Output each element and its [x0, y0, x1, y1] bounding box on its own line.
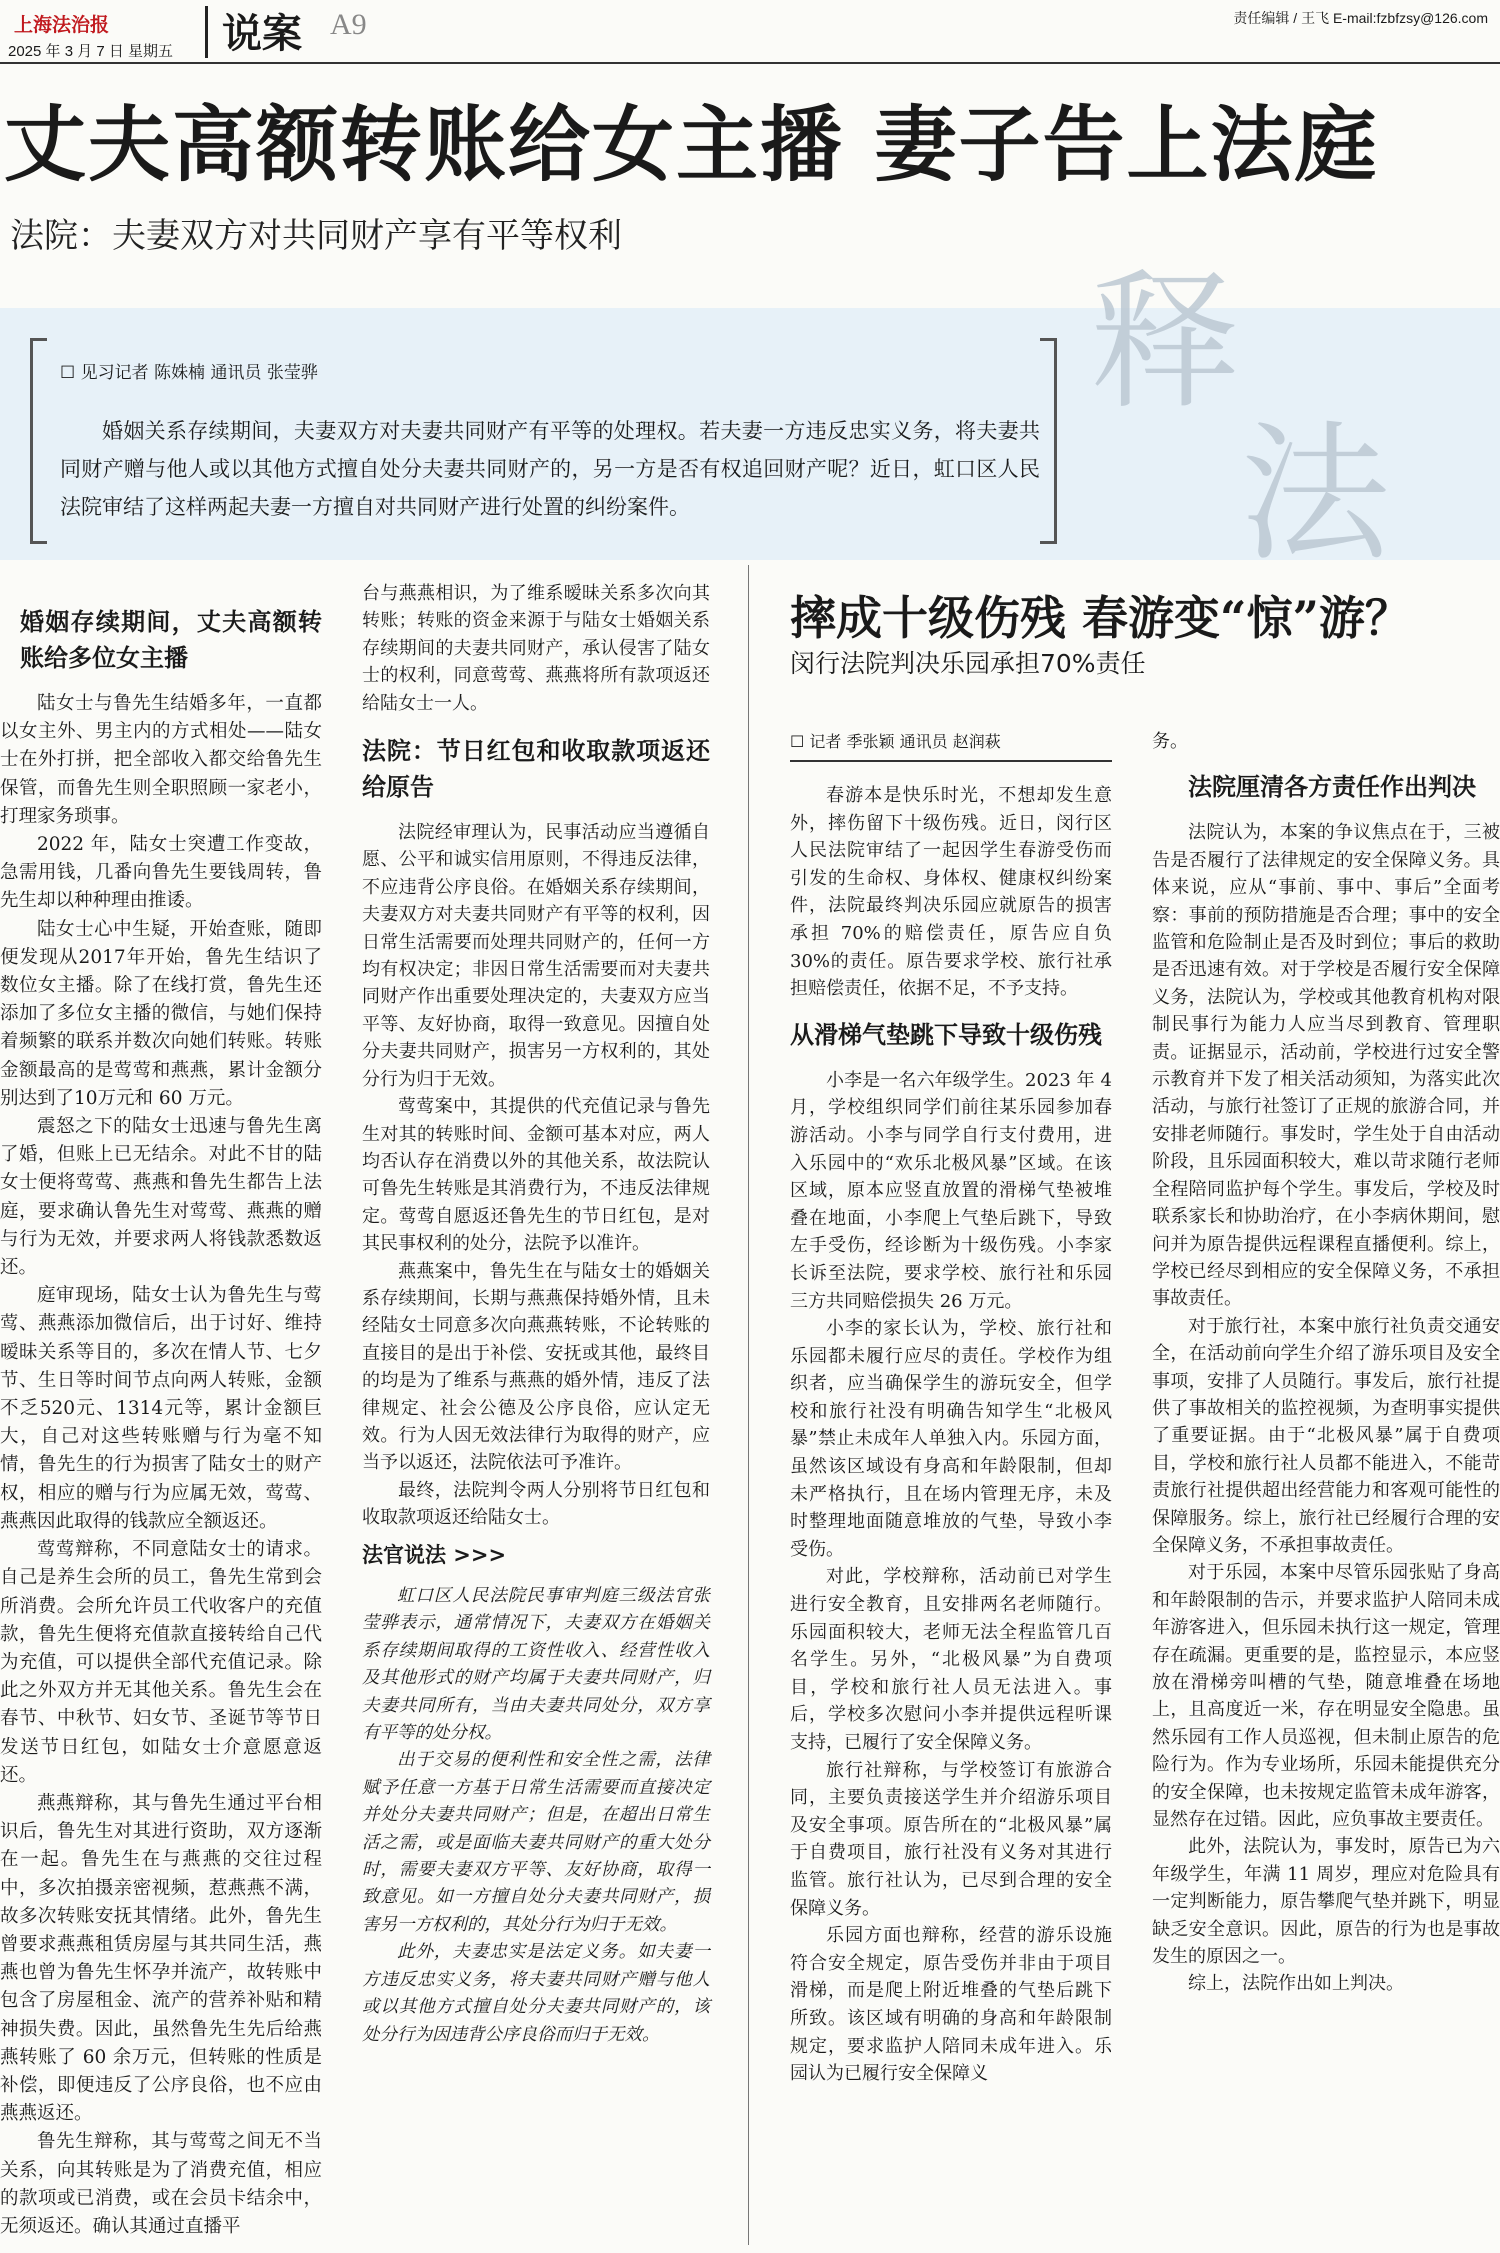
article-separator — [748, 565, 749, 2245]
paragraph: 燕燕案中，鲁先生在与陆女士的婚姻关系存续期间，长期与燕燕保持婚外情，且未经陆女士同意多次向燕燕转账，不论转账的直接目的是出于补偿、安抚或其他，最终目的均是为了维系与燕燕的婚外情，违反了法律规定、社会公德及公序良俗，应认定无效。行为人因无效法律行为取得的财产，应当予以返还，法院依法可予准许。 — [362, 1260, 710, 1474]
article2-heading-2: 法院厘清各方责任作出判决 — [1188, 773, 1476, 802]
column-2 — [362, 580, 710, 2049]
paragraph: 小李的家长认为，学校、旅行社和乐园都未履行应尽的责任。学校作为组织者，应当确保学生的游玩安全，但学校和旅行社没有明确告知学生“北极风暴”禁止未成年人单独入内。乐园方面，虽然该区域设有身高和年龄限制，但却未严格执行，且在场内管理无序，未及时整理地面随意堆放的气垫，导致小李受伤。 — [790, 1318, 1112, 1560]
paragraph: 旅行社辩称，与学校签订有旅游合同，主要负责接送学生并介绍游乐项目及安全事项。原告所在的“北极风暴”属于自费项目，旅行社没有义务对其进行监管。旅行社认为，已尽到合理的安全保障义务。 — [790, 1759, 1112, 1919]
paragraph: 对此，学校辩称，活动前已对学生进行安全教育，且安排两名老师随行。乐园面积较大，老师无法全程监管几百名学生。另外，“北极风暴”为自费项目，学校和旅行社人员无法进入。事后，学校多次慰问小李并提供远程听课支持，已履行了安全保障义务。 — [790, 1566, 1112, 1753]
article1-heading-1: 婚姻存续期间，丈夫高额转账给多位女主播 — [20, 608, 322, 672]
paragraph: 鲁先生辩称，其与莺莺之间无不当关系，向其转账是为了消费充值，相应的款项或已消费，或在会员卡结余中，无须返还。确认其通过直播平 — [0, 2131, 322, 2237]
paragraph: 对于旅行社，本案中旅行社负责交通安全，在活动前向学生介绍了游乐项目及安全事项，安排了人员随行。事发后，旅行社提供了事故相关的监控视频，为查明事实提供了重要证据。由于“北极风暴”属于自费项目，学校和旅行社人员都不能进入，不能苛责旅行社提供超出经营能力和客观可能性的保障服务。综上，旅行社已经履行合理的安全保障义务，不承担事故责任。 — [1152, 1315, 1500, 1556]
judge-says-label: 法官说法 >>> — [362, 1542, 507, 1567]
paragraph: 乐园方面也辩称，经营的游乐设施符合安全规定，原告受伤并非由于项目滑梯，而是爬上附近堆叠的气垫后跳下所致。该区域有明确的身高和年龄限制规定，要求监护人陪同未成年进入。乐园认为已履行安全保障义 — [790, 1925, 1112, 2085]
article2-headline: 摔成十级伤残 春游变“惊”游？ — [790, 591, 1411, 645]
article1-subheadline: 法院：夫妻双方对共同财产享有平等权利 — [10, 216, 622, 256]
paragraph: 此外，法院认为，事发时，原告已为六年级学生，年满 11 周岁，理应对危险具有一定判断能力，原告攀爬气垫并跳下，明显缺乏安全意识。因此，原告的行为也是事故发生的原因之一。 — [1152, 1836, 1500, 1968]
article1-headline: 丈夫高额转账给女主播 妻子告上法庭 — [4, 97, 1379, 193]
editor-credit: 责任编辑 / 王飞 E-mail:fzbfzsy@126.com — [1233, 10, 1488, 26]
column-3 — [790, 730, 1112, 2088]
page-number: A9 — [330, 8, 367, 41]
paragraph: 台与燕燕相识，为了维系暧昧关系多次向其转账；转账的资金来源于与陆女士婚姻关系存续期间的夫妻共同财产，承认侵害了陆女士的权利，同意莺莺、燕燕将所有款项返还给陆女士一人。 — [362, 583, 710, 714]
article1-intro: 婚姻关系存续期间，夫妻双方对夫妻共同财产有平等的处理权。若夫妻一方违反忠实义务，将夫妻共同财产赠与他人或以其他方式擅自处分夫妻共同财产的，另一方是否有权追回财产呢？近日，虹口区人民法院审结了这样两起夫妻一方擅自对共同财产进行处置的纠纷案件。 — [60, 419, 1040, 519]
intro-bracket-right — [1040, 338, 1057, 544]
judge-paragraph: 此外，夫妻忠实是法定义务。如夫妻一方违反忠实义务，将夫妻共同财产赠与他人或以其他方式擅自处分夫妻共同财产的，该处分行为因违背公序良俗而归于无效。 — [362, 1942, 710, 2045]
paragraph: 春游本是快乐时光，不想却发生意外，摔伤留下十级伤残。近日，闵行区人民法院审结了一起因学生春游受伤而引发的生命权、身体权、健康权纠纷案件，法院最终判决乐园应就原告的损害承担 70%的赔偿责任，原告应自负 30%的责任。原告要求学校、旅行社承担赔偿责任，依据不足，不予支持。 — [790, 785, 1112, 1000]
paragraph: 燕燕辩称，其与鲁先生通过平台相识后，鲁先生对其进行资助，双方逐渐在一起。鲁先生在与燕燕的交往过程中，多次拍摄亲密视频，惹燕燕不满，故多次转账安抚其情绪。此外，鲁先生曾要求燕燕租赁房屋与其共同生活，燕燕也曾为鲁先生怀孕并流产，故转账中包含了房屋租金、流产的营养补贴和精神损失费。因此，虽然鲁先生先后给燕燕转账了 60 余万元，但转账的性质是补偿，即便违反了公序良俗，也不应由燕燕返还。 — [0, 1792, 322, 2125]
paragraph: 最终，法院判令两人分别将节日红包和收取款项返还给陆女士。 — [362, 1479, 710, 1529]
paragraph: 陆女士与鲁先生结婚多年，一直都以女主外、男主内的方式相处——陆女士在外打拼，把全部收入都交给鲁先生保管，而鲁先生则全职照顾一家老小，打理家务琐事。 — [0, 693, 322, 827]
paragraph: 陆女士心中生疑，开始查账，随即便发现从2017年开始，鲁先生结识了数位女主播。除了在线打赏，鲁先生还添加了多位女主播的微信，与她们保持着频繁的联系并数次向她们转账。转账金额最高的是莺莺和燕燕，累计金额分别达到了10万元和 60 万元。 — [0, 918, 322, 1109]
article2-byline: ☐ 记者 季张颖 通讯员 赵润萩 — [790, 732, 1001, 751]
paragraph: 莺莺辩称，不同意陆女士的请求。自己是养生会所的员工，鲁先生常到会所消费。会所允许员工代收客户的充值款，鲁先生便将充值款直接转给自己代为充值，可以提供全部代充值记录。除此之外双方并无其他关系。鲁先生会在春节、中秋节、妇女节、圣诞节等节日发送节日红包，如陆女士介意愿意返还。 — [0, 1539, 322, 1786]
article2-subheadline: 闵行法院判决乐园承担70%责任 — [790, 649, 1146, 678]
paragraph: 震怒之下的陆女士迅速与鲁先生离了婚，但账上已无结余。对此不甘的陆女士便将莺莺、燕燕和鲁先生都告上法庭，要求确认鲁先生对莺莺、燕燕的赠与行为无效，并要求两人将钱款悉数返还。 — [0, 1116, 322, 1279]
newspaper-brand: 上海法治报 — [14, 14, 110, 36]
paragraph: 庭审现场，陆女士认为鲁先生与莺莺、燕燕添加微信后，出于讨好、维持暧昧关系等目的，多次在情人节、七夕节、生日等时间节点向两人转账，金额不乏520元、1314元等，累计金额巨大，自己对这些转账赠与行为毫不知情，鲁先生的行为损害了陆女士的财产权，相应的赠与行为应属无效，莺莺、燕燕因此取得的钱款应全额返还。 — [0, 1285, 322, 1532]
section-title: 说案 — [222, 11, 302, 57]
article1-heading-2: 法院：节日红包和收取款项返还给原告 — [362, 737, 710, 802]
article1-byline: ☐ 见习记者 陈姝楠 通讯员 张莹骅 — [60, 363, 318, 383]
paragraph: 小李是一名六年级学生。2023 年 4 月，学校组织同学们前往某乐园参加春游活动。小李与同学自行支付费用，进入乐园中的“欢乐北极风暴”区域。在该区域，原本应竖直放置的滑梯气垫被堆叠在地面，小李爬上气垫后跳下，导致左手受伤，经诊断为十级伤残。小李家长诉至法院，要求学校、旅行社和乐园三方共同赔偿损失 26 万元。 — [790, 1069, 1112, 1312]
judge-paragraph: 虹口区人民法院民事审判庭三级法官张莹骅表示，通常情况下，夫妻双方在婚姻关系存续期间取得的工资性收入、经营性收入及其他形式的财产均属于夫妻共同财产，归夫妻共同所有，当由夫妻共同处分，双方享有平等的处分权。 — [362, 1586, 710, 1744]
article2-heading-1: 从滑梯气垫跳下导致十级伤残 — [790, 1020, 1102, 1049]
paragraph: 务。 — [1152, 731, 1188, 752]
column-4 — [1152, 728, 1500, 1998]
judge-paragraph: 出于交易的便利性和安全性之需，法律赋予任意一方基于日常生活需要而直接决定并处分夫妻共同财产；但是，在超出日常生活之需，或是面临夫妻共同财产的重大处分时，需要夫妻双方平等、友好协商，取得一致意见。如一方擅自处分夫妻共同财产，损害另一方权利的，其处分行为归于无效。 — [362, 1750, 710, 1935]
intro-bracket-left — [30, 338, 47, 544]
issue-date: 2025 年 3 月 7 日 星期五 — [8, 43, 174, 60]
masthead-divider — [205, 6, 208, 58]
paragraph: 2022 年，陆女士突遭工作变故，急需用钱，几番向鲁先生要钱周转，鲁先生却以种种理由推诿。 — [0, 834, 322, 912]
paragraph: 法院经审理认为，民事活动应当遵循自愿、公平和诚实信用原则，不得违反法律，不应违背公序良俗。在婚姻关系存续期间，夫妻双方对夫妻共同财产有平等的权利，因日常生活需要而处理共同财产的，任何一方均有权决定；非因日常生活需要而对夫妻共同财产作出重要处理决定的，夫妻双方应当平等、友好协商，取得一致意见。因擅自处分夫妻共同财产，损害另一方权利的，其处分行为归于无效。 — [362, 822, 710, 1090]
seal-char-1: 释 — [1090, 256, 1241, 430]
seal-char-2: 法 — [1240, 408, 1391, 582]
paragraph: 法院认为，本案的争议焦点在于，三被告是否履行了法律规定的安全保障义务。具体来说，应从“事前、事中、事后”全面考察：事前的预防措施是否合理；事中的安全监管和危险制止是否及时到位；事后的救助是否迅速有效。对于学校是否履行安全保障义务，法院认为，学校或其他教育机构对限制民事行为能力人应当尽到教育、管理职责。证据显示，活动前，学校进行过安全警示教育并下发了相关活动须知，为落实此次活动，与旅行社签订了正规的旅游合同，并安排老师随行。事发时，学生处于自由活动阶段，且乐园面积较大，难以苛求随行老师全程陪同监护每个学生。事发后，学校及时联系家长和协助治疗，在小李病休期间，慰问并为原告提供远程课程直播便利。综上，学校已经尽到相应的安全保障义务，不承担事故责任。 — [1152, 822, 1500, 1310]
paragraph: 对于乐园，本案中尽管乐园张贴了身高和年龄限制的告示，并要求监护人陪同未成年游客进入，但乐园未执行这一规定，管理存在疏漏。更重要的是，监控显示，本应竖放在滑梯旁叫槽的气垫，随意堆叠在场地上，且高度近一米，存在明显安全隐患。虽然乐园有工作人员巡视，但未制止原告的危险行为。作为专业场所，乐园未能提供充分的安全保障，也未按规定监管未成年游客，显然存在过错。因此，应负事故主要责任。 — [1152, 1562, 1500, 1831]
column-1 — [0, 598, 322, 2241]
masthead-rule — [0, 62, 1500, 64]
paragraph: 综上，法院作出如上判决。 — [1188, 1973, 1404, 1995]
paragraph: 莺莺案中，其提供的代充值记录与鲁先生对其的转账时间、金额可基本对应，两人均否认存在消费以外的其他关系，故法院认可鲁先生转账是其消费行为，不违反法律规定。莺莺自愿返还鲁先生的节日红包，是对其民事权利的处分，法院予以准许。 — [362, 1096, 710, 1255]
